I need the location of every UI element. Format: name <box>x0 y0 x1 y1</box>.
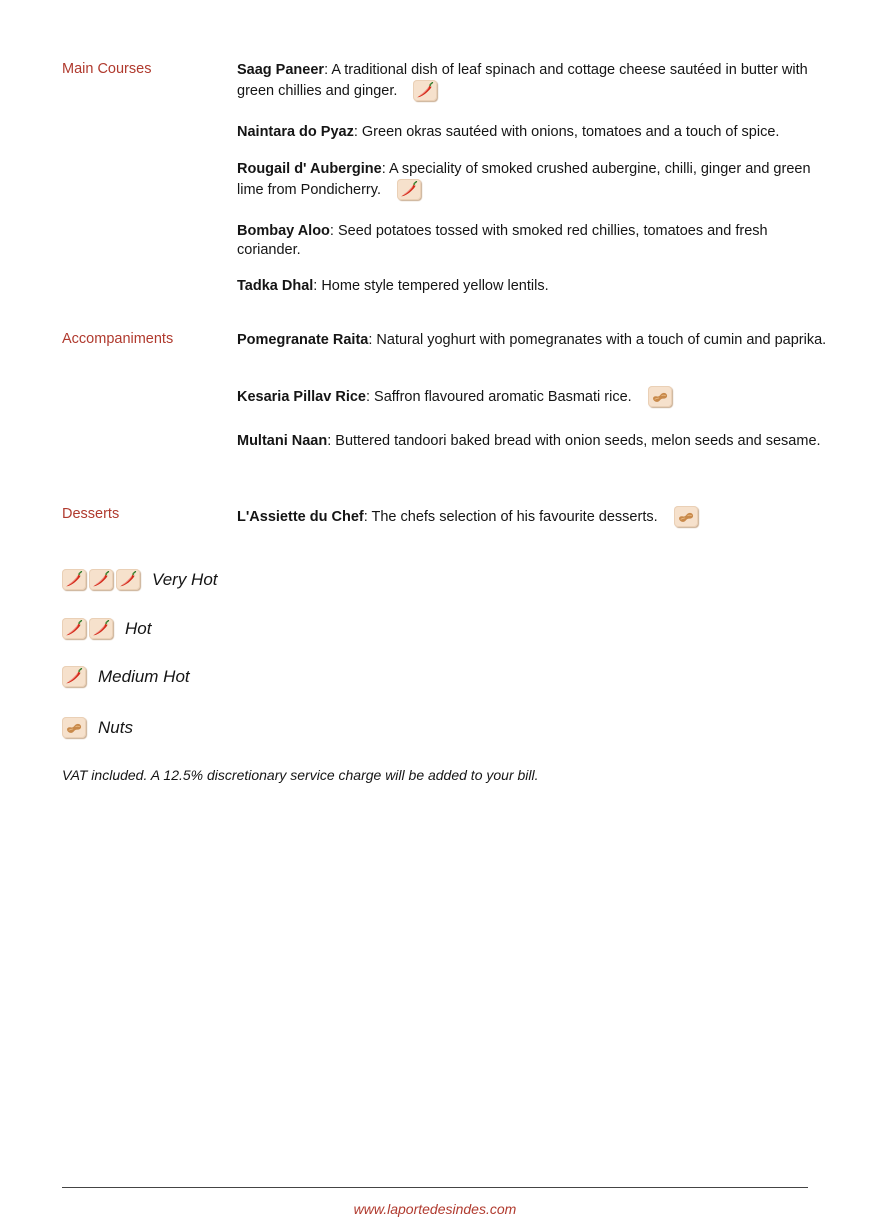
legend-label: Nuts <box>98 717 133 737</box>
dish-description: : Natural yoghurt with pomegranates with a touch of cumin and paprika. <box>368 332 827 348</box>
vat-note: VAT included. A 12.5% discretionary service charge will be added to your bill. <box>62 767 539 783</box>
category-main-courses: Main Courses <box>62 61 152 77</box>
dish-pomegranate-raita <box>237 331 827 350</box>
nut-icon <box>674 506 698 527</box>
dish-description: : Saffron flavoured aromatic Basmati rice. <box>365 389 632 405</box>
dish-name: Pomegranate Raita <box>237 332 369 348</box>
nut-icon <box>62 717 86 738</box>
dish-name: Saag Paneer <box>237 62 325 78</box>
legend-label: Very Hot <box>152 569 218 589</box>
dish-kesaria-pillav-rice <box>237 386 827 407</box>
dish-name: Naintara do Pyaz <box>237 124 354 140</box>
dish-description: : Green okras sautéed with onions, tomatoes and a touch of spice. <box>353 124 780 140</box>
footer-divider <box>62 1187 808 1188</box>
chilli-icon <box>89 569 113 590</box>
chilli-icon <box>89 618 113 639</box>
category-desserts: Desserts <box>62 506 120 522</box>
legend-medium-hot <box>62 666 190 687</box>
dish-name: Tadka Dhal <box>237 278 314 294</box>
chilli-icon <box>62 618 86 639</box>
chilli-icon <box>62 666 86 687</box>
legend-label: Hot <box>125 618 152 638</box>
dish-name: Multani Naan <box>237 433 328 449</box>
dish-description: : Home style tempered yellow lentils. <box>313 278 549 294</box>
dish-rougail-d-aubergine <box>237 160 827 200</box>
dish-multani-naan <box>237 432 827 451</box>
dish-naintara-do-pyaz <box>237 123 827 142</box>
nut-icon <box>648 386 672 407</box>
chilli-icon <box>62 569 86 590</box>
chilli-icon <box>413 80 437 101</box>
dish-description: : Seed potatoes tossed with smoked red chillies, tomatoes and fresh coriander. <box>237 223 768 258</box>
dish-l-assiette-du-chef <box>237 506 827 527</box>
legend-very-hot <box>62 569 218 590</box>
dish-name: Rougail d' Aubergine <box>237 161 382 177</box>
dish-description: : The chefs selection of his favourite desserts. <box>363 509 658 525</box>
legend-label: Medium Hot <box>98 666 190 686</box>
dish-name: L'Assiette du Chef <box>237 509 364 525</box>
dish-saag-paneer <box>237 61 827 101</box>
dish-name: Bombay Aloo <box>237 223 330 239</box>
chilli-icon <box>116 569 140 590</box>
dish-description: : Buttered tandoori baked bread with onion seeds, melon seeds and sesame. <box>327 433 821 449</box>
dish-bombay-aloo <box>237 222 827 259</box>
category-accompaniments: Accompaniments <box>62 331 174 347</box>
dish-tadka-dhal <box>237 277 827 296</box>
dish-description: : A traditional dish of leaf spinach and cottage cheese sautéed in butter with green chillies and ginger. <box>237 62 808 99</box>
footer-website-link[interactable]: www.laportedesindes.com <box>353 1201 517 1217</box>
legend-nuts <box>62 717 133 738</box>
legend-hot <box>62 618 151 639</box>
chilli-icon <box>397 179 421 200</box>
dish-name: Kesaria Pillav Rice <box>237 389 366 405</box>
dish-description: : A speciality of smoked crushed aubergine, chilli, ginger and green lime from Pondicherry. <box>237 161 811 198</box>
